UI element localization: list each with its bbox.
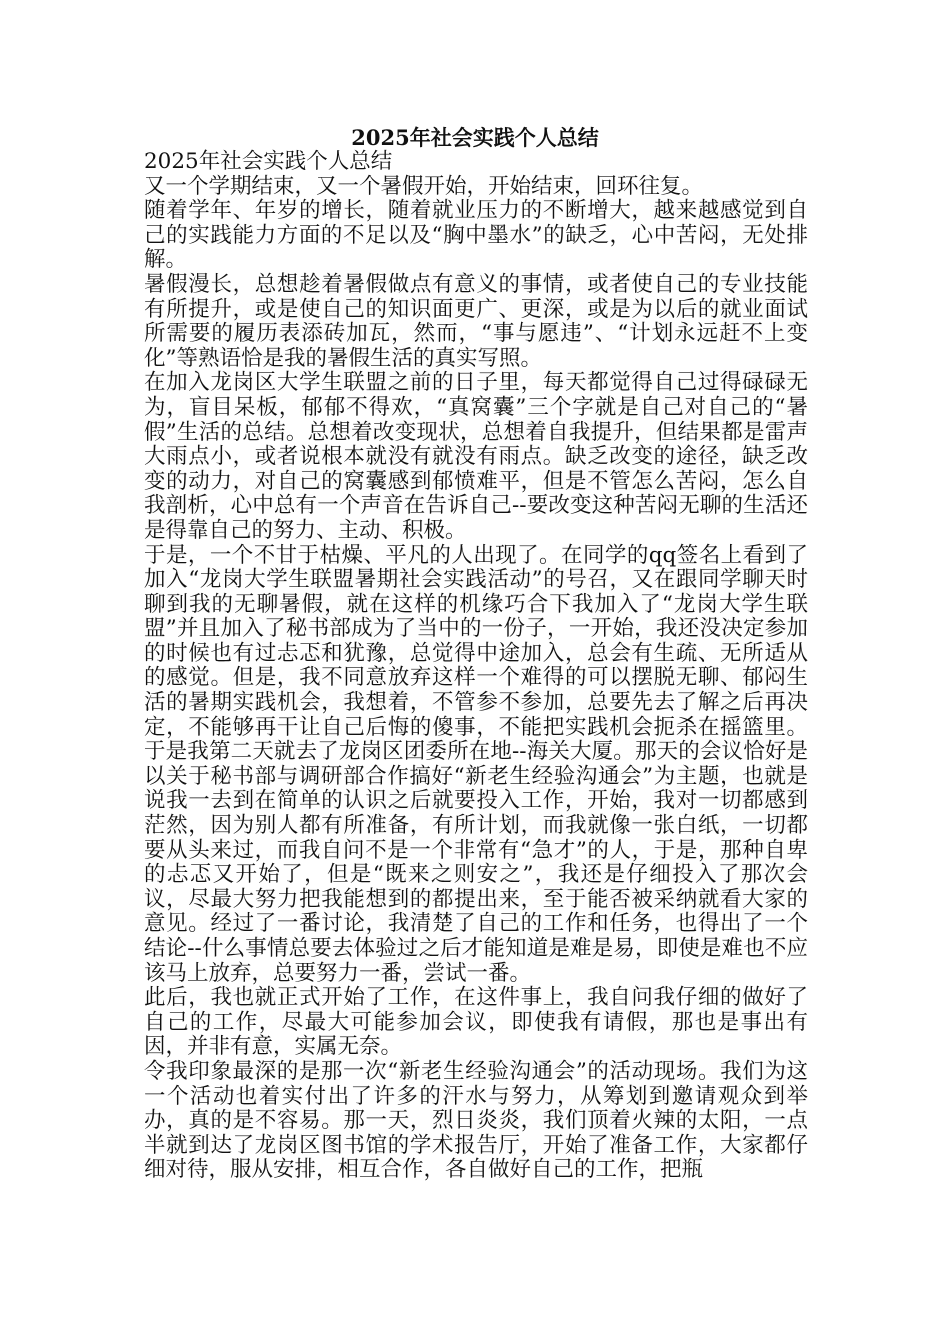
paragraph: 暑假漫长，总想趁着暑假做点有意义的事情，或者使自己的专业技能有所提升，或是使自己的知识面更广、更深，或是为以后的就业面试所需要的履历表添砖加瓦，然而，“事与愿违”、“计划永远赶不上变化”等熟语恰是我的暑假生活的真实写照。 (144, 271, 808, 371)
paragraph: 又一个学期结束，又一个暑假开始，开始结束，回环往复。 (144, 173, 704, 199)
document-body (144, 150, 808, 1183)
paragraph: 此后，我也就正式开始了工作，在这件事上，我自问我仔细的做好了自己的工作，尽最大可能参加会议，即使我有请假，那也是事出有因，并非有意，实属无奈。 (144, 985, 808, 1060)
paragraph: 在加入龙岗区大学生联盟之前的日子里，每天都觉得自己过得碌碌无为，盲目呆板，郁郁不得欢，“真窝囊”三个字就是自己对自己的“暑假”生活的总结。总想着改变现状，总想着自我提升，但结果都是雷声大雨点小，或者说根本就没有就没有雨点。缺乏改变的途径，缺乏改变的动力，对自己的窝囊感到郁愤难平，但是不管怎么苦闷，怎么自我剖析，心中总有一个声音在告诉自己--要改变这种苦闷无聊的生活还是得靠自己的努力、主动、积极。 (144, 370, 808, 543)
paragraph: 于是，一个不甘于枯燥、平凡的人出现了。在同学的qq签名上看到了加入“龙岗大学生联盟暑期社会实践活动”的号召，又在跟同学聊天时聊到我的无聊暑假，就在这样的机缘巧合下我加入了“龙岗大学生联盟”并且加入了秘书部成为了当中的一份子，一开始，我还没决定参加的时候也有过忐忑和犹豫，总觉得中途加入，总会有生疏、无所适从的感觉。但是，我不同意放弃这样一个难得的可以摆脱无聊、郁闷生活的暑期实践机会，我想着，不管参不参加，总要先去了解之后再决定，不能够再干让自己后悔的傻事，不能把实践机会扼杀在摇篮里。于是我第二天就去了龙岗区团委所在地--海关大厦。那天的会议恰好是以关于秘书部与调研部合作搞好“新老生经验沟通会”为主题，也就是说我一去到在简单的认识之后就要投入工作，开始，我对一切都感到茫然，因为别人都有所准备，有所计划，而我就像一张白纸，一切都要从头来过，而我自问不是一个非常有“急才”的人，于是，那种自卑的忐忑又开始了，但是“既来之则安之”，我还是仔细投入了那次会议，尽最大努力把我能想到的都提出来，至于能否被采纳就看大家的意见。经过了一番讨论，我清楚了自己的工作和任务，也得出了一个结论--什么事情总要去体验过之后才能知道是难是易，即使是难也不应该马上放弃，总要努力一番，尝试一番。 (144, 542, 808, 986)
paragraph: 2025年社会实践个人总结 (144, 149, 393, 174)
document-title: 2025年社会实践个人总结 (351, 125, 599, 150)
paragraph: 令我印象最深的是那一次“新老生经验沟通会”的活动现场。我们为这一个活动也着实付出了许多的汗水与努力，从筹划到邀请观众到举办，真的是不容易。那一天，烈日炎炎，我们顶着火辣的太阳，一点半就到达了龙岗区图书馆的学术报告厅，开始了准备工作，大家都仔细对待，服从安排，相互合作，各自做好自己的工作，把瓶 (144, 1058, 808, 1183)
paragraph: 随着学年、年岁的增长，随着就业压力的不断增大，越来越感觉到自己的实践能力方面的不足以及“胸中墨水”的缺乏，心中苦闷，无处排解。 (144, 198, 808, 273)
